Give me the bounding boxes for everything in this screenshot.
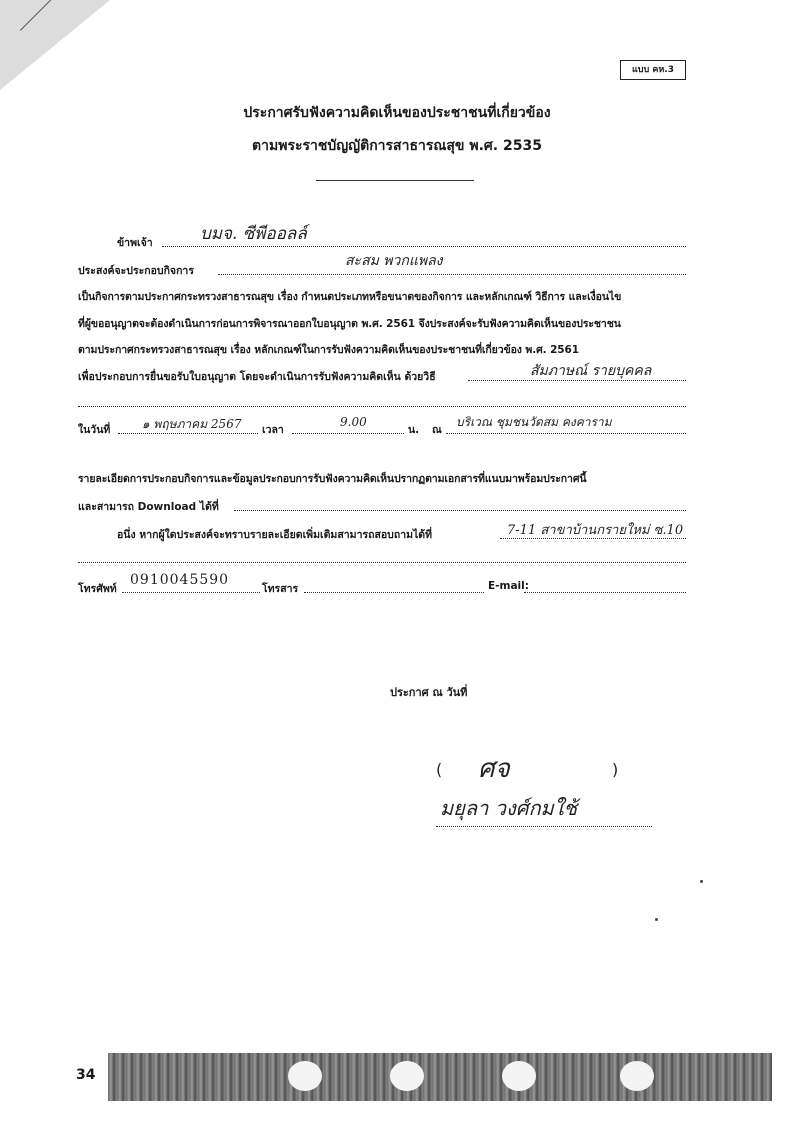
time-value: 9.00 [340, 415, 367, 429]
body-line-1: เป็นกิจการตามประกาศกระทรวงสาธารณสุข เรื่อง กำหนดประเภทหรือขนาดของกิจการ และหลักเกณฑ์ วิธีการ และเงื่อนไข [78, 291, 622, 303]
footer-decor-shape [390, 1061, 424, 1091]
fax-dotted-line [304, 592, 484, 593]
form-code-box: แบบ คห.3 [620, 60, 686, 80]
page-number: 34 [76, 1067, 96, 1083]
time-unit: น. [408, 424, 420, 436]
body-line-3: ตามประกาศกระทรวงสาธารณสุข เรื่อง หลักเกณฑ์ในการรับฟังความคิดเห็นของประชาชนที่เกี่ยวข้อง พ.ศ. 2561 [78, 344, 579, 356]
email-dotted-line [524, 592, 686, 593]
page-title-line2: ตามพระราชบัญญัติการสาธารณสุข พ.ศ. 2535 [252, 138, 542, 154]
contact-value: 7-11 สาขาบ้านกรายใหม่ ซ.10 [507, 523, 684, 538]
signature-mark: ศจ [478, 754, 510, 784]
signature-dotted-line [436, 826, 652, 827]
time-dotted-line [292, 433, 404, 434]
signatory-name: มยุลา วงศ์กมใช้ [440, 796, 578, 820]
business-label: ประสงค์จะประกอบกิจการ [78, 265, 194, 277]
page-title-line1: ประกาศรับฟังความคิดเห็นของประชาชนที่เกี่ยวข้อง [243, 105, 551, 121]
place-dotted-line [446, 433, 686, 434]
page-corner-fold [0, 0, 110, 90]
email-label: E-mail: [488, 580, 529, 592]
phone-dotted-line [122, 592, 260, 593]
scan-speck [655, 918, 658, 921]
phone-label: โทรศัพท์ [78, 583, 117, 595]
footer-decorative-band [108, 1053, 772, 1101]
signature-paren-close: ) [612, 760, 619, 779]
phone-value: 0910045590 [130, 572, 230, 588]
signature-paren-open: ( [436, 760, 443, 779]
contact-continuation-line [78, 562, 686, 563]
applicant-value: บมจ. ซีพีออลล์ [200, 224, 307, 244]
download-dotted-line [234, 510, 686, 511]
announce-date-label: ประกาศ ณ วันที่ [390, 686, 468, 699]
time-label: เวลา [262, 424, 284, 436]
body-line-2: ที่ผู้ขออนุญาตจะต้องดำเนินการก่อนการพิจารณาออกใบอนุญาต พ.ศ. 2561 จึงประสงค์จะรับฟังความคิดเห็นของประชาชน [78, 318, 621, 330]
method-value: สัมภาษณ์ รายบุคคล [530, 363, 652, 379]
date-label: ในวันที่ [78, 424, 111, 436]
contact-label: อนึ่ง หากผู้ใดประสงค์จะทราบรายละเอียดเพิ่มเติมสามารถสอบถามได้ที่ [117, 529, 433, 541]
applicant-label: ข้าพเจ้า [117, 237, 153, 249]
footer-decor-shape [620, 1061, 654, 1091]
business-dotted-line [218, 274, 686, 275]
footer-decor-shape [288, 1061, 322, 1091]
business-value: สะสม พวกแพลง [345, 253, 443, 269]
place-label: ณ [432, 424, 442, 436]
title-underline [316, 180, 474, 181]
scan-speck [700, 880, 703, 883]
method-label: เพื่อประกอบการยื่นขอรับใบอนุญาต โดยจะดำเนินการรับฟังความคิดเห็น ด้วยวิธี [78, 371, 436, 383]
method-continuation-line [78, 406, 686, 407]
place-value: บริเวณ ชุมชนวัดสม คงคาราม [456, 415, 612, 429]
details-line-1: รายละเอียดการประกอบกิจการและข้อมูลประกอบการรับฟังความคิดเห็นปรากฏตามเอกสารที่แนบมาพร้อมประกาศนี้ [78, 473, 587, 485]
download-label: และสามารถ Download ได้ที่ [78, 501, 219, 513]
date-value: ๑ พฤษภาคม 2567 [142, 417, 242, 431]
footer-decor-shape [502, 1061, 536, 1091]
fax-label: โทรสาร [262, 583, 299, 595]
